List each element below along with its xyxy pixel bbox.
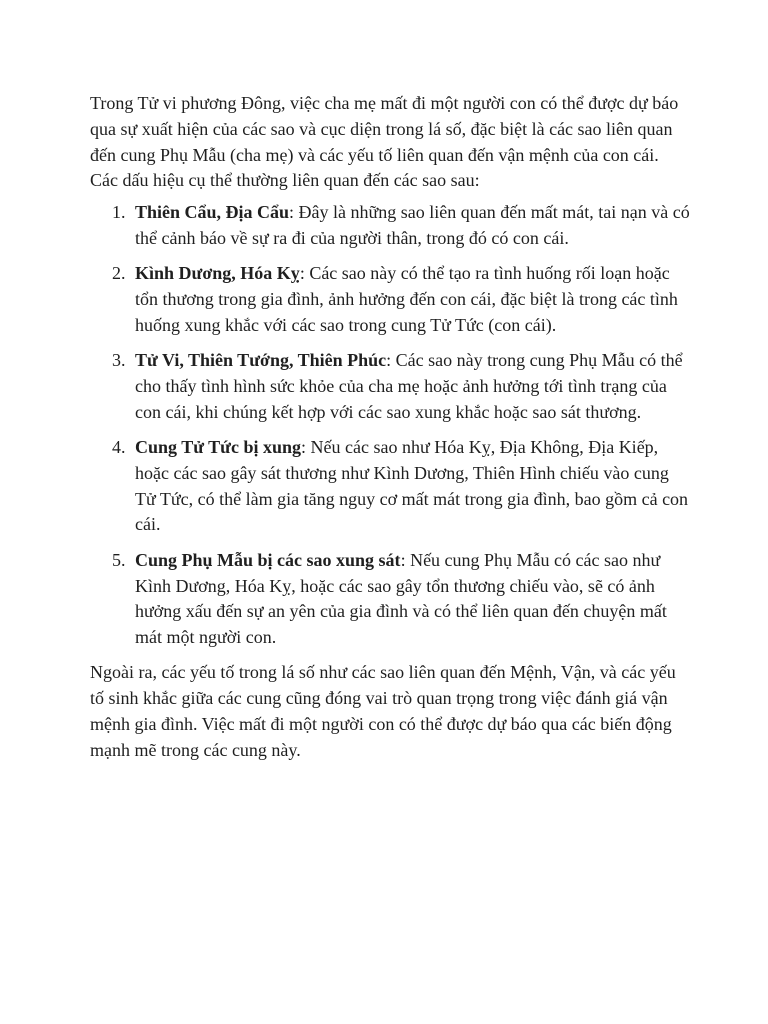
list-item-title: Tử Vi, Thiên Tướng, Thiên Phúc (135, 350, 387, 371)
list-item (112, 435, 690, 538)
list-item-number: 5. (112, 549, 126, 570)
list-item-title: Kình Dương, Hóa Kỵ (135, 263, 300, 284)
list-item (112, 261, 690, 338)
list-item-number: 2. (112, 263, 126, 284)
list-item-number: 3. (112, 350, 126, 371)
list-item (112, 200, 690, 252)
list-item-text: : Các sao này trong cung Phụ Mẫu có thể cho thấy tình hình sức khỏe của cha mẹ hoặc ảnh hưởng tới tình trạng của con cái, khi chúng kết hợp với các sao xung khắc hoặc sao sát thương. (135, 350, 683, 422)
list-item-title: Cung Tử Tức bị xung (135, 437, 302, 458)
list-item (112, 348, 690, 425)
list-item-text: : Các sao này có thể tạo ra tình huống rối loạn hoặc tổn thương trong gia đình, ảnh hưởng đến con cái, đặc biệt là trong các tình huống xung khắc với các sao trong cung Tử Tức (con cái). (135, 263, 678, 335)
list-item-text: : Nếu cung Phụ Mẫu có các sao như Kình Dương, Hóa Kỵ, hoặc các sao gây tổn thương chiếu vào, sẽ có ảnh hưởng xấu đến sự an yên của gia đình và có thể liên quan đến chuyện mất mát một người con. (135, 549, 667, 648)
list-item-number: 1. (112, 202, 126, 223)
outro-paragraph: Ngoài ra, các yếu tố trong lá số như các sao liên quan đến Mệnh, Vận, và các yếu tố sinh khắc giữa các cung cũng đóng vai trò quan trọng trong việc đánh giá vận mệnh gia đình. Việc mất đi một người con có thể được dự báo qua các biến động mạnh mẽ trong các cung này. (90, 662, 676, 760)
sign-list (90, 200, 690, 651)
list-item (112, 548, 690, 651)
list-item-title: Cung Phụ Mẫu bị các sao xung sát (135, 549, 401, 570)
list-item-text: : Đây là những sao liên quan đến mất mát, tai nạn và có thể cảnh báo về sự ra đi của người thân, trong đó có con cái. (135, 202, 690, 248)
list-item-title: Thiên Cẩu, Địa Cẩu (135, 202, 290, 223)
document-page (90, 91, 690, 764)
list-item-text: : Nếu các sao như Hóa Kỵ, Địa Không, Địa Kiếp, hoặc các sao gây sát thương như Kình Dương, Thiên Hình chiếu vào cung Tử Tức, có thể làm gia tăng nguy cơ mất mát trong gia đình, bao gồm cả con cái. (135, 437, 689, 535)
intro-paragraph: Trong Tử vi phương Đông, việc cha mẹ mất đi một người con có thể được dự báo qua sự xuất hiện của các sao và cục diện trong lá số, đặc biệt là các sao liên quan đến cung Phụ Mẫu (cha mẹ) và các yếu tố liên quan đến vận mệnh của con cái. Các dấu hiệu cụ thể thường liên quan đến các sao sau: (90, 93, 679, 191)
list-item-number: 4. (112, 437, 126, 458)
